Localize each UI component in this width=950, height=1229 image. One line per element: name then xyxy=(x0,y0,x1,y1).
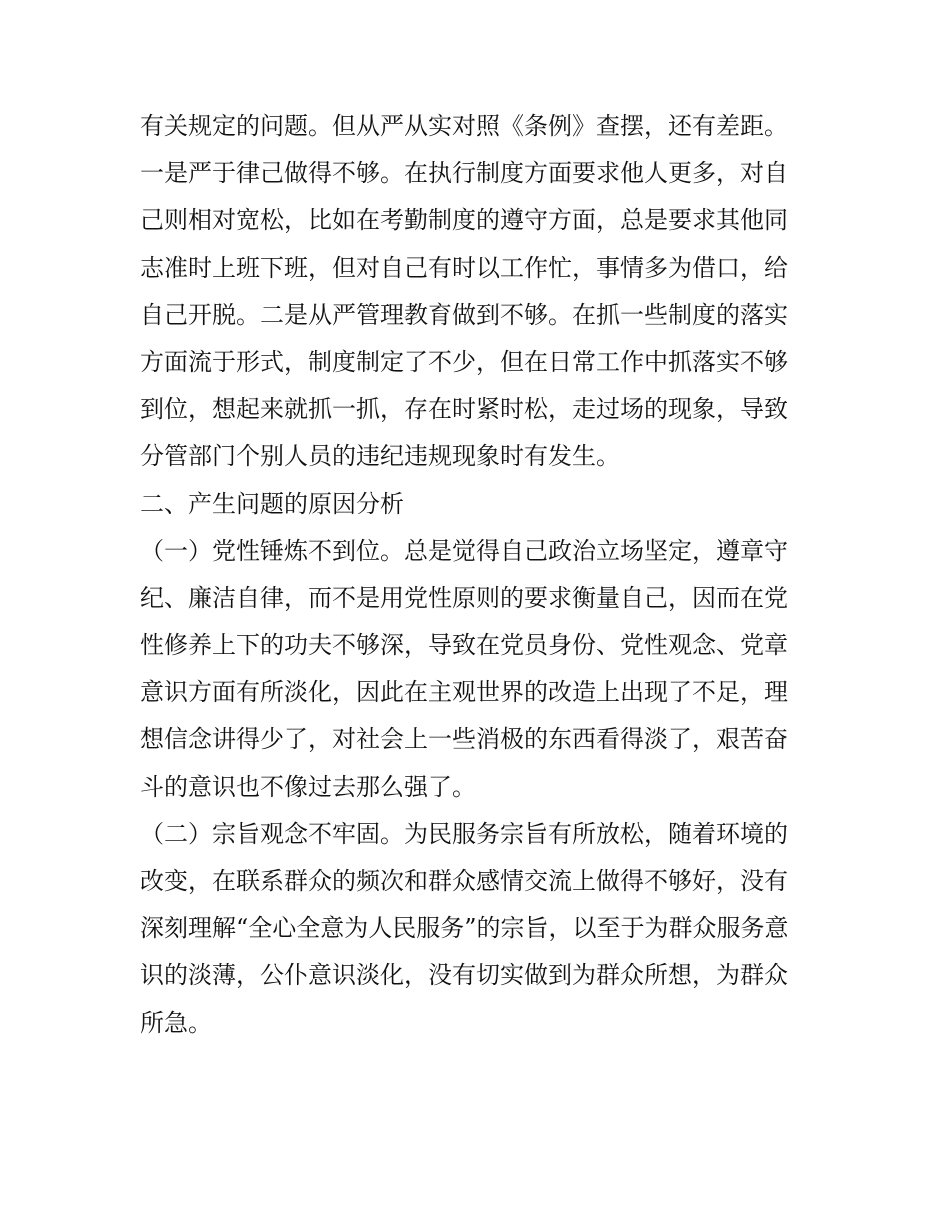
text-line: 有关规定的问题。但从严从实对照《条例》查摆，还有差距。 xyxy=(140,112,788,140)
text-line: 所急。 xyxy=(140,1008,212,1037)
text-line: 纪、廉洁自律，而不是用党性原则的要求衡量自己，因而在党 xyxy=(140,583,788,612)
text-line: 分管部门个别人员的违纪违规现象时有发生。 xyxy=(140,442,620,471)
text-line: 到位，想起来就抓一抓，存在时紧时松，走过场的现象，导致 xyxy=(140,395,788,424)
text-line: 己则相对宽松，比如在考勤制度的遵守方面，总是要求其他同 xyxy=(140,206,788,235)
text-line: 自己开脱。二是从严管理教育做到不够。在抓一些制度的落实 xyxy=(140,300,788,329)
body-text xyxy=(140,103,820,1047)
text-line: 一是严于律己做得不够。在执行制度方面要求他人更多，对自 xyxy=(140,159,788,188)
text-line: 想信念讲得少了，对社会上一些消极的东西看得淡了，艰苦奋 xyxy=(140,725,788,754)
text-line: 改变，在联系群众的频次和群众感情交流上做得不够好，没有 xyxy=(140,867,788,895)
text-line: 志准时上班下班，但对自己有时以工作忙，事情多为借口，给 xyxy=(140,253,788,282)
text-line: 斗的意识也不像过去那么强了。 xyxy=(140,772,476,801)
text-line: （二）宗旨观念不牢固。为民服务宗旨有所放松，随着环境的 xyxy=(140,819,788,848)
text-line: 意识方面有所淡化，因此在主观世界的改造上出现了不足，理 xyxy=(140,678,788,707)
text-line: 识的淡薄，公仆意识淡化，没有切实做到为群众所想，为群众 xyxy=(140,961,788,990)
text-line: 深刻理解“全心全意为人民服务”的宗旨，以至于为群众服务意 xyxy=(140,914,789,943)
text-line: 性修养上下的功夫不够深，导致在党员身份、党性观念、党章 xyxy=(140,631,788,660)
text-line: （一）党性锤炼不到位。总是觉得自己政治立场坚定，遵章守 xyxy=(140,536,788,565)
section-heading: 二、产生问题的原因分析 xyxy=(140,489,404,518)
text-line: 方面流于形式，制度制定了不少，但在日常工作中抓落实不够 xyxy=(140,347,788,376)
